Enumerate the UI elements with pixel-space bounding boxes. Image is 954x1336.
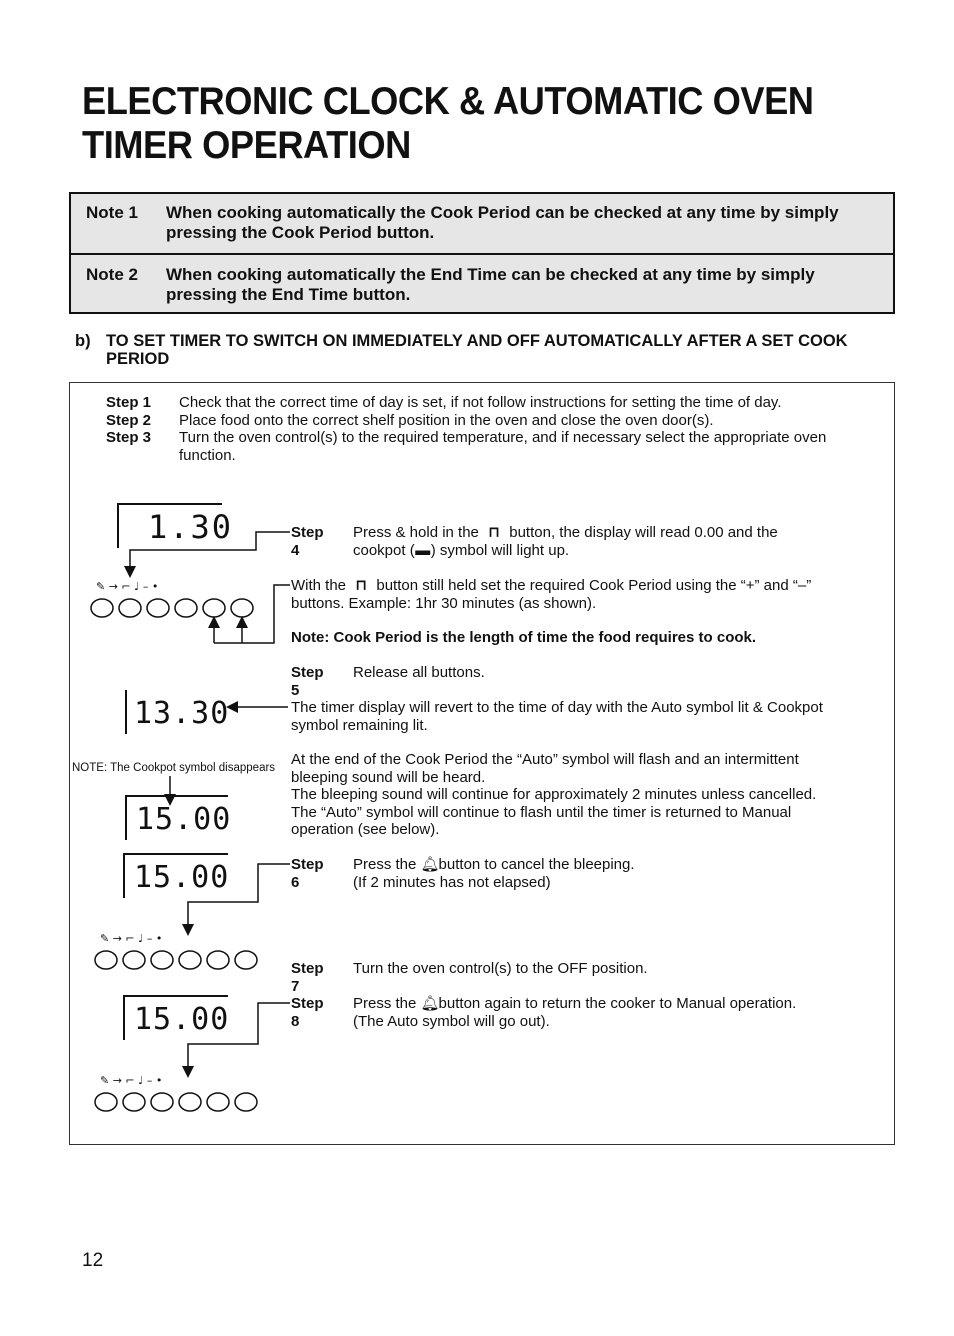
- end-line-5: operation (see below).: [291, 821, 440, 838]
- symbol-row-2: ✎ → ⌐ ♩ – •: [100, 932, 163, 945]
- cook-period-icon-2: ⊓: [355, 577, 368, 594]
- end-line-4: The “Auto” symbol will continue to flash until the timer is returned to Manual: [291, 803, 792, 821]
- note-2-line-1: When cooking automatically the End Time can be checked at any time by simply: [166, 265, 815, 284]
- connector-step6: [228, 864, 290, 902]
- arrow-to-bell-1: [188, 902, 228, 930]
- connector-hold: [214, 585, 290, 643]
- step-6-text-c: (If 2 minutes has not elapsed): [353, 873, 551, 891]
- step-3-label: Step 3: [106, 429, 152, 446]
- step-4-text-b: button, the display will read 0.00 and the: [509, 524, 778, 541]
- step-6-label: Step 6: [291, 856, 324, 891]
- button-row-1: [91, 599, 253, 617]
- step-3-text-2: function.: [179, 446, 236, 464]
- symbol-row-1: ✎ → ⌐ ♩ – •: [96, 580, 159, 593]
- step-3-text: Turn the oven control(s) to the required temperature, and if necessary select the appropriate oven: [179, 429, 827, 446]
- section-heading-line-2: PERIOD: [106, 350, 170, 368]
- step-8-text-c: (The Auto symbol will go out).: [353, 1012, 550, 1030]
- step-4-text-c: cookpot (: [353, 541, 415, 559]
- title-line-1: ELECTRONIC CLOCK & AUTOMATIC OVEN: [82, 80, 814, 123]
- step-8-text-b: button again to return the cooker to Manual operation.: [438, 995, 797, 1012]
- note-1-line-2: pressing the Cook Period button.: [166, 223, 435, 242]
- step-2-label: Step 2: [106, 411, 152, 429]
- revert-line-2: symbol remaining lit.: [291, 716, 428, 734]
- end-line-1: At the end of the Cook Period the “Auto” symbol will flash and an intermittent: [291, 751, 799, 768]
- button-row-2: [95, 951, 257, 969]
- step-4-label: Step 4: [291, 524, 324, 559]
- hold-text-b: button still held set the required Cook Period using the “+” and “–”: [376, 577, 812, 594]
- end-line-3: The bleeping sound will continue for approximately 2 minutes unless cancelled.: [291, 786, 817, 803]
- cookpot-disappears-note: NOTE: The Cookpot symbol disappears: [72, 762, 276, 774]
- connector-step8: [228, 1003, 290, 1044]
- step-6-text-a: Press the: [353, 856, 417, 873]
- hold-text-c: buttons. Example: 1hr 30 minutes (as shown).: [291, 594, 597, 612]
- arrow-to-bell-2: [188, 1044, 228, 1072]
- lcd-display-5: 15.00: [134, 1002, 230, 1037]
- page-number: 12: [82, 1250, 104, 1271]
- cook-period-note: Note: Cook Period is the length of time the food requires to cook.: [291, 629, 757, 646]
- hold-text-a: With the: [291, 577, 347, 594]
- lcd-display-1: 1.30: [148, 508, 234, 546]
- note-2-label: Note 2: [86, 265, 138, 284]
- step-4-text-d: ) symbol will light up.: [430, 541, 570, 559]
- step-7-text: Turn the oven control(s) to the OFF position.: [353, 960, 648, 977]
- cook-period-icon: ⊓: [488, 524, 501, 541]
- revert-line-1: The timer display will revert to the time of day with the Auto symbol lit & Cookpot: [291, 699, 823, 716]
- section-heading-line-1: TO SET TIMER TO SWITCH ON IMMEDIATELY AND OFF AUTOMATICALLY AFTER A SET COOK: [106, 332, 848, 350]
- symbol-row-3: ✎ → ⌐ ♩ – •: [100, 1074, 163, 1087]
- step-4-text-a: Press & hold in the: [353, 524, 479, 541]
- step-7-label: Step 7: [291, 960, 324, 995]
- step-6-text-b: button to cancel the bleeping.: [438, 856, 635, 873]
- cookpot-icon: ▬: [415, 541, 431, 559]
- manual-bell-icon-2: 🔔︎: [420, 995, 440, 1012]
- lcd-display-3: 15.00: [136, 802, 232, 837]
- step-2-text: Place food onto the correct shelf position in the oven and close the oven door(s).: [179, 411, 714, 429]
- step-1-label: Step 1: [106, 394, 152, 411]
- step-8-label: Step 8: [291, 995, 324, 1030]
- note-1-label: Note 1: [86, 203, 138, 222]
- step-5-text: Release all buttons.: [353, 664, 485, 681]
- lcd-display-4: 15.00: [134, 860, 230, 895]
- end-line-2: bleeping sound will be heard.: [291, 768, 486, 786]
- step-1-text: Check that the correct time of day is set, if not follow instructions for setting the time of day.: [179, 394, 782, 411]
- lcd-display-2: 13.30: [134, 696, 230, 731]
- section-bullet: b): [75, 332, 91, 350]
- button-row-3: [95, 1093, 257, 1111]
- note-2-line-2: pressing the End Time button.: [166, 285, 411, 304]
- title-line-2: TIMER OPERATION: [82, 124, 411, 167]
- step-5-label: Step 5: [291, 664, 324, 699]
- step-8-text-a: Press the: [353, 995, 417, 1012]
- arrow-to-cook-button: [130, 550, 222, 572]
- note-1-line-1: When cooking automatically the Cook Period can be checked at any time by simply: [166, 203, 839, 222]
- manual-bell-icon: 🔔︎: [420, 856, 440, 873]
